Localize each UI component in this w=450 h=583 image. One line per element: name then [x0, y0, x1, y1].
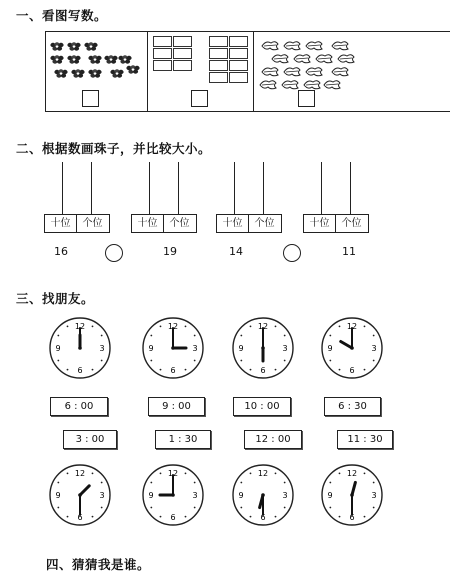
clock-numeral: 6	[170, 513, 176, 522]
tens-label: 十位	[132, 215, 164, 232]
clock-face-top-4	[320, 316, 384, 380]
clock-numeral: 12	[167, 469, 179, 478]
tens-label: 十位	[304, 215, 336, 232]
clock-numeral: 3	[371, 344, 377, 353]
clock-numeral: 3	[99, 344, 105, 353]
rectangle-shape	[153, 36, 172, 47]
tens-label: 十位	[217, 215, 249, 232]
clock-numeral: 6	[260, 366, 266, 375]
flower-icon	[118, 49, 132, 58]
leaf-icon	[323, 75, 341, 94]
rectangle-shape	[153, 48, 172, 59]
clock-numeral: 3	[192, 344, 198, 353]
flower-icon	[84, 36, 98, 45]
clock-numeral: 3	[371, 491, 377, 500]
clock-numeral: 9	[327, 491, 333, 500]
flower-icon	[88, 63, 102, 72]
leaf-icon	[281, 75, 299, 94]
answer-box-leaves[interactable]	[298, 90, 315, 107]
tens-rod[interactable]	[234, 162, 235, 214]
section-2-heading: 二、根据数画珠子，并比较大小。	[16, 141, 212, 156]
rectangle-shape	[209, 36, 228, 47]
rectangle-shape	[229, 60, 248, 71]
clock-numeral: 12	[74, 322, 86, 331]
clock-numeral: 9	[55, 344, 61, 353]
rectangle-panel	[147, 32, 254, 111]
rectangle-shape	[209, 72, 228, 83]
section-4-heading: 四、猜猜我是谁。	[46, 557, 151, 572]
answer-box-rectangles[interactable]	[191, 90, 208, 107]
clock-face-bottom-2	[141, 463, 205, 527]
rectangle-shape	[229, 36, 248, 47]
clock-numeral: 12	[167, 322, 179, 331]
clock-numeral: 3	[192, 491, 198, 500]
time-box[interactable]: 12 : 00	[244, 430, 302, 449]
clock-numeral: 9	[238, 491, 244, 500]
ones-label: 个位	[341, 218, 362, 229]
clock-numeral: 6	[77, 513, 83, 522]
tens-rod[interactable]	[62, 162, 63, 214]
ones-label: 个位	[254, 218, 275, 229]
place-value-box	[44, 214, 110, 233]
rectangle-shape	[229, 72, 248, 83]
clock-numeral: 6	[349, 513, 355, 522]
flower-icon	[54, 63, 68, 72]
place-value-box	[216, 214, 282, 233]
clock-face-bottom-4	[320, 463, 384, 527]
time-box[interactable]: 11 : 30	[337, 430, 393, 449]
time-box[interactable]: 1 : 30	[155, 430, 211, 449]
ones-rod[interactable]	[263, 162, 264, 214]
clock-numeral: 9	[327, 344, 333, 353]
tens-label: 十位	[45, 215, 77, 232]
flower-icon	[50, 36, 64, 45]
clock-numeral: 12	[346, 322, 358, 331]
flower-icon	[110, 63, 124, 72]
clock-numeral: 12	[74, 469, 86, 478]
rectangle-shape	[173, 48, 192, 59]
section-1-heading: 一、看图写数。	[16, 8, 108, 23]
ones-rod[interactable]	[350, 162, 351, 214]
rectangle-shape	[153, 60, 172, 71]
compare-circle-1[interactable]	[105, 244, 123, 262]
ones-rod[interactable]	[91, 162, 92, 214]
flower-icon	[104, 49, 118, 58]
clock-face-bottom-1	[48, 463, 112, 527]
tens-rod[interactable]	[321, 162, 322, 214]
place-value-box	[131, 214, 197, 233]
flower-icon	[71, 63, 85, 72]
clock-numeral: 12	[257, 469, 269, 478]
rectangle-shape	[209, 48, 228, 59]
flower-icon	[67, 49, 81, 58]
number-11: 11	[342, 245, 356, 258]
compare-circle-2[interactable]	[283, 244, 301, 262]
rectangle-shape	[209, 60, 228, 71]
flower-icon	[67, 36, 81, 45]
clock-numeral: 3	[282, 344, 288, 353]
rectangle-shape	[173, 60, 192, 71]
rectangle-shape	[173, 36, 192, 47]
number-14: 14	[229, 245, 243, 258]
clock-numeral: 12	[346, 469, 358, 478]
section-3-heading: 三、找朋友。	[16, 291, 95, 306]
clock-numeral: 9	[148, 491, 154, 500]
flower-panel	[46, 32, 148, 111]
clock-numeral: 6	[170, 366, 176, 375]
time-box[interactable]: 9 : 00	[148, 397, 205, 416]
clock-numeral: 9	[238, 344, 244, 353]
flower-icon	[88, 49, 102, 58]
clock-numeral: 6	[349, 366, 355, 375]
flower-icon	[126, 59, 140, 68]
clock-numeral: 3	[282, 491, 288, 500]
flower-icon	[50, 49, 64, 58]
time-box[interactable]: 10 : 00	[233, 397, 291, 416]
clock-numeral: 6	[260, 513, 266, 522]
clock-face-top-3	[231, 316, 295, 380]
ones-label: 个位	[82, 218, 103, 229]
clock-numeral: 3	[99, 491, 105, 500]
tens-rod[interactable]	[149, 162, 150, 214]
clock-numeral: 12	[257, 322, 269, 331]
count-picture-panel	[45, 31, 450, 112]
rectangle-shape	[229, 48, 248, 59]
number-16: 16	[54, 245, 68, 258]
time-box[interactable]: 6 : 00	[50, 397, 108, 416]
clock-face-top-2	[141, 316, 205, 380]
clock-numeral: 6	[77, 366, 83, 375]
clock-face-bottom-3	[231, 463, 295, 527]
ones-label: 个位	[169, 218, 190, 229]
number-19: 19	[163, 245, 177, 258]
place-value-box	[303, 214, 369, 233]
leaf-icon	[259, 75, 277, 94]
clock-numeral: 9	[148, 344, 154, 353]
time-box[interactable]: 3 : 00	[63, 430, 117, 449]
clock-face-top-1	[48, 316, 112, 380]
ones-rod[interactable]	[178, 162, 179, 214]
leaf-panel	[253, 32, 450, 111]
time-box[interactable]: 6 : 30	[324, 397, 381, 416]
answer-box-flowers[interactable]	[82, 90, 99, 107]
clock-numeral: 9	[55, 491, 61, 500]
